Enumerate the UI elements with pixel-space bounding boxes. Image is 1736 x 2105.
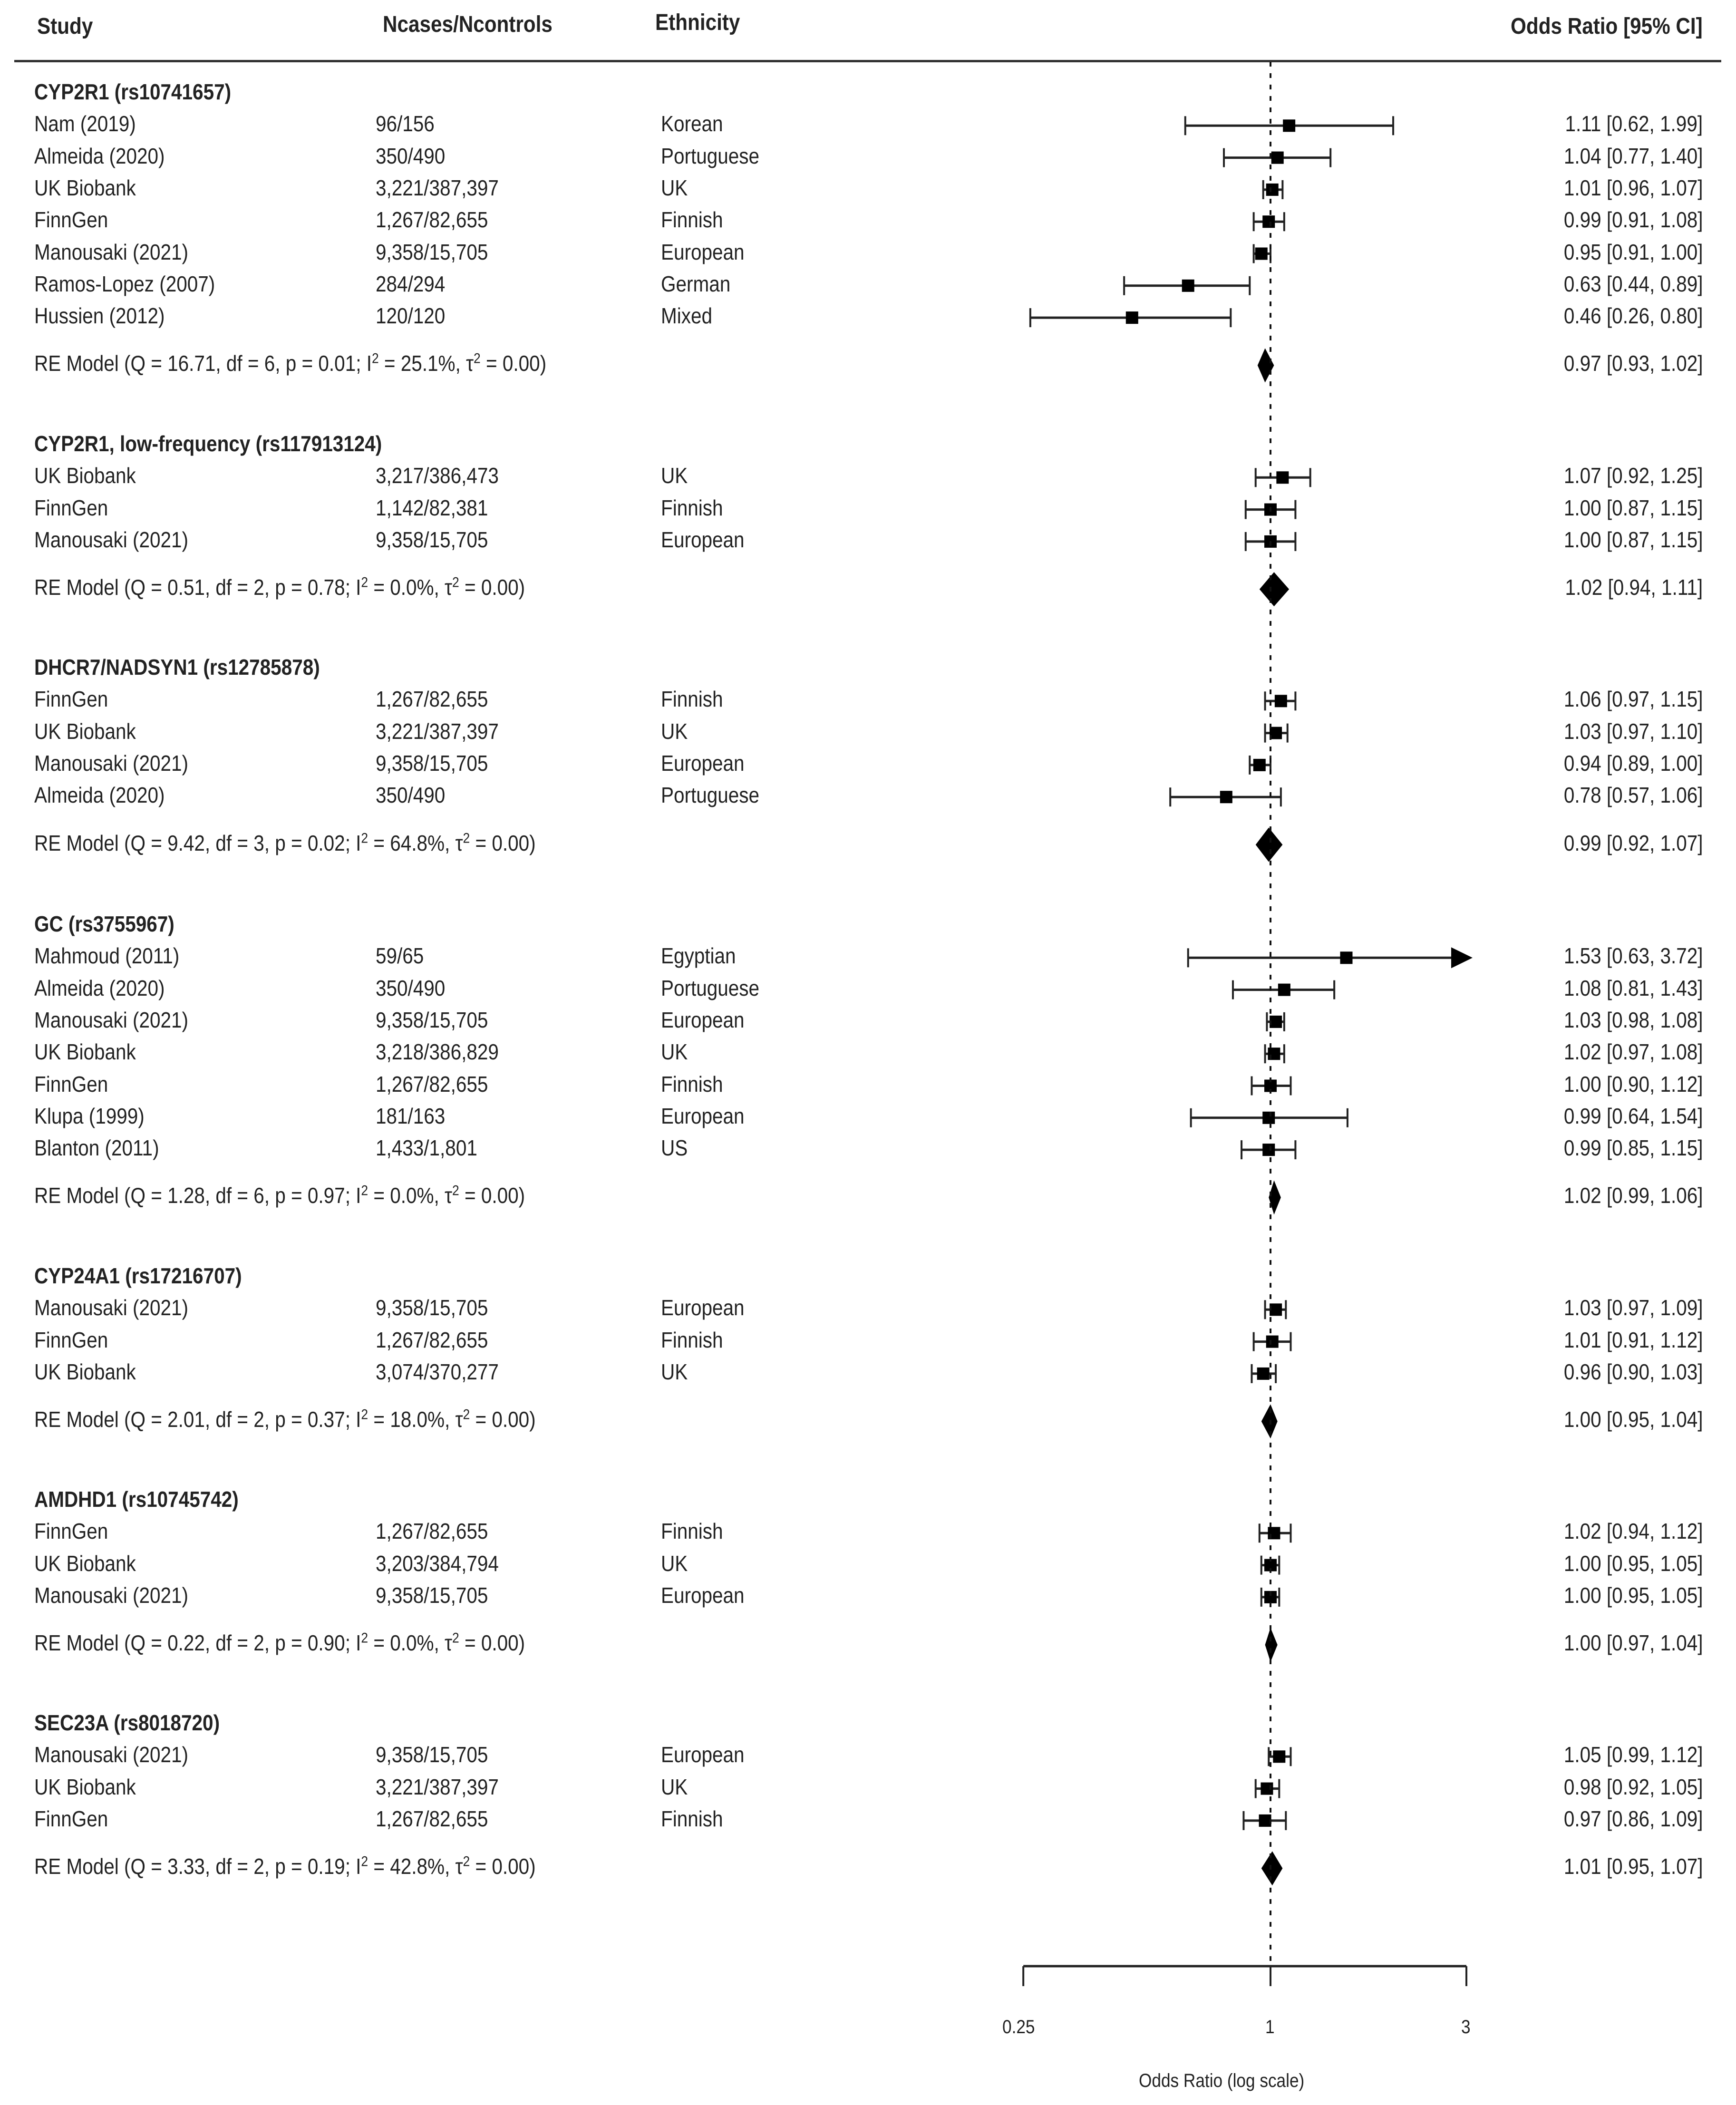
re-model-summary: RE Model (Q = 1.28, df = 6, p = 0.97; $I^2 = 0.0\%$, $\tau^2 = 0.00$) (34, 1183, 525, 1208)
or-ci-text: 1.03 [0.98, 1.08] (1563, 1007, 1703, 1032)
sample-size: 9,358/15,705 (376, 1295, 488, 1320)
ethnicity: Portuguese (661, 975, 760, 1000)
study-estimate (1263, 180, 1283, 199)
or-ci-text: 0.98 [0.92, 1.05] (1563, 1774, 1703, 1799)
or-ci-text: 0.46 [0.26, 0.80] (1563, 303, 1703, 329)
ethnicity: UK (661, 463, 688, 488)
sample-size: 350/490 (376, 975, 446, 1000)
study-estimate (1224, 148, 1330, 167)
or-ci-text: 1.00 [0.87, 1.15] (1563, 527, 1703, 552)
or-ci-text: 1.53 [0.63, 3.72] (1563, 943, 1703, 969)
study-estimate (1256, 468, 1310, 487)
or-ci-text: 1.04 [0.77, 1.40] (1563, 143, 1703, 168)
or-ci-text: 1.01 [0.96, 1.07] (1563, 175, 1703, 200)
or-ci-text: 1.05 [0.99, 1.12] (1563, 1742, 1703, 1767)
ethnicity: Finnish (661, 687, 723, 712)
or-ci-text: 0.78 [0.57, 1.06] (1563, 783, 1703, 808)
or-ci-text: 1.08 [0.81, 1.43] (1563, 975, 1703, 1000)
or-ci-text: 1.11 [0.62, 1.99] (1565, 111, 1703, 136)
study-name: UK Biobank (34, 463, 136, 488)
study-name: UK Biobank (34, 1774, 136, 1799)
ethnicity: European (661, 1582, 745, 1608)
study-name: FinnGen (34, 1071, 108, 1096)
study-name: FinnGen (34, 495, 108, 520)
sample-size: 1,267/82,655 (376, 687, 488, 712)
or-ci-text: 0.99 [0.91, 1.08] (1563, 207, 1703, 233)
sample-size: 1,142/82,381 (376, 495, 488, 520)
sample-size: 96/156 (376, 111, 435, 136)
re-model-summary: RE Model (Q = 9.42, df = 3, p = 0.02; $I^2 = 64.8\%$, $\tau^2 = 0.00$) (34, 830, 536, 855)
ethnicity: UK (661, 175, 688, 200)
ethnicity: European (661, 527, 745, 552)
x-axis-title: Odds Ratio (log scale) (1139, 2070, 1305, 2091)
section-title: SEC23A (rs8018720) (34, 1710, 220, 1735)
re-model-summary: RE Model (Q = 16.71, df = 6, p = 0.01; $I^2 = 25.1\%$, $\tau^2 = 0.00$) (34, 351, 547, 376)
study-name: Nam (2019) (34, 111, 136, 136)
section-title: CYP2R1, low-frequency (rs117913124) (34, 431, 382, 456)
study-name: UK Biobank (34, 175, 136, 200)
study-name: Ramos-Lopez (2007) (34, 271, 215, 296)
section-title: CYP24A1 (rs17216707) (34, 1263, 242, 1288)
study-estimate (1185, 116, 1393, 135)
study-name: Manousaki (2021) (34, 1582, 189, 1608)
study-name: UK Biobank (34, 718, 136, 744)
study-estimate (1265, 724, 1288, 743)
ethnicity: Korean (661, 111, 723, 136)
or-ci-text: 1.00 [0.90, 1.12] (1563, 1071, 1703, 1096)
sample-size: 1,433/1,801 (376, 1135, 477, 1161)
x-axis-tick-label: 3 (1461, 2017, 1471, 2037)
col-header-ncases-ncontrols: Ncases/Ncontrols (383, 12, 553, 37)
pooled-diamond-icon (1261, 1404, 1278, 1438)
pooled-or-ci-text: 1.00 [0.95, 1.04] (1563, 1407, 1703, 1432)
pooled-diamond-icon (1269, 1180, 1281, 1214)
sample-size: 120/120 (376, 303, 446, 329)
ethnicity: Finnish (661, 1327, 723, 1352)
pooled-or-ci-text: 1.02 [0.99, 1.06] (1563, 1183, 1703, 1208)
study-name: FinnGen (34, 1327, 108, 1352)
ethnicity: European (661, 1007, 745, 1032)
sample-size: 181/163 (376, 1103, 446, 1128)
study-name: Klupa (1999) (34, 1103, 145, 1128)
sample-size: 350/490 (376, 783, 446, 808)
study-estimate (1030, 308, 1231, 327)
sample-size: 9,358/15,705 (376, 1582, 488, 1608)
ethnicity: UK (661, 1774, 688, 1799)
pooled-diamond-icon (1261, 1851, 1283, 1885)
re-model-summary: RE Model (Q = 0.51, df = 2, p = 0.78; $I^2 = 0.0\%$, $\tau^2 = 0.00$) (34, 574, 525, 600)
study-name: Almeida (2020) (34, 143, 165, 168)
study-estimate (1124, 276, 1250, 295)
study-name: Almeida (2020) (34, 975, 165, 1000)
study-name: Almeida (2020) (34, 783, 165, 808)
study-estimate (1241, 1140, 1295, 1159)
study-name: Manousaki (2021) (34, 1007, 189, 1032)
sample-size: 9,358/15,705 (376, 1007, 488, 1032)
study-name: Manousaki (2021) (34, 1295, 189, 1320)
sample-size: 350/490 (376, 143, 446, 168)
ethnicity: Finnish (661, 1519, 723, 1544)
study-name: Manousaki (2021) (34, 750, 189, 776)
ethnicity: Finnish (661, 495, 723, 520)
sample-size: 9,358/15,705 (376, 750, 488, 776)
or-ci-text: 0.63 [0.44, 0.89] (1563, 271, 1703, 296)
study-estimate (1267, 1012, 1284, 1031)
section-title: AMDHD1 (rs10745742) (34, 1487, 239, 1512)
or-ci-text: 0.97 [0.86, 1.09] (1563, 1806, 1703, 1831)
or-ci-text: 0.95 [0.91, 1.00] (1563, 239, 1703, 264)
sample-size: 3,218/386,829 (376, 1039, 499, 1065)
or-ci-text: 1.01 [0.91, 1.12] (1563, 1327, 1703, 1352)
ethnicity: US (661, 1135, 688, 1161)
sample-size: 3,221/387,397 (376, 1774, 499, 1799)
sample-size: 1,267/82,655 (376, 1071, 488, 1096)
ethnicity: Finnish (661, 1806, 723, 1831)
ethnicity: German (661, 271, 731, 296)
study-estimate (1254, 244, 1270, 263)
sample-size: 3,221/387,397 (376, 718, 499, 744)
study-name: Hussien (2012) (34, 303, 165, 329)
or-ci-text: 1.00 [0.95, 1.05] (1563, 1582, 1703, 1608)
pooled-diamond-icon (1258, 348, 1274, 382)
sample-size: 1,267/82,655 (376, 1519, 488, 1544)
or-ci-text: 1.02 [0.97, 1.08] (1563, 1039, 1703, 1065)
study-estimate (1251, 1364, 1276, 1383)
study-estimate (1233, 980, 1334, 999)
ethnicity: Finnish (661, 207, 723, 233)
ethnicity: Egyptian (661, 943, 736, 969)
study-name: Manousaki (2021) (34, 239, 189, 264)
pooled-diamond-icon (1265, 1628, 1278, 1662)
re-model-summary: RE Model (Q = 0.22, df = 2, p = 0.90; $I^2 = 0.0\%$, $\tau^2 = 0.00$) (34, 1630, 525, 1656)
section-title: CYP2R1 (rs10741657) (34, 79, 232, 104)
or-ci-text: 1.00 [0.87, 1.15] (1563, 495, 1703, 520)
ethnicity: Mixed (661, 303, 712, 329)
x-axis-tick-label: 0.25 (1002, 2017, 1035, 2037)
study-estimate (1191, 1108, 1348, 1127)
pooled-or-ci-text: 1.00 [0.97, 1.04] (1563, 1630, 1703, 1656)
or-ci-text: 1.02 [0.94, 1.12] (1563, 1519, 1703, 1544)
study-name: FinnGen (34, 687, 108, 712)
or-ci-text: 1.07 [0.92, 1.25] (1563, 463, 1703, 488)
or-ci-text: 1.03 [0.97, 1.09] (1563, 1295, 1703, 1320)
or-ci-text: 0.94 [0.89, 1.00] (1563, 750, 1703, 776)
study-name: Manousaki (2021) (34, 1742, 189, 1767)
ethnicity: UK (661, 718, 688, 744)
study-name: Blanton (2011) (34, 1135, 159, 1161)
x-axis-tick-label: 1 (1265, 2017, 1275, 2037)
or-ci-text: 1.00 [0.95, 1.05] (1563, 1551, 1703, 1576)
study-estimate (1170, 787, 1281, 806)
sample-size: 1,267/82,655 (376, 1806, 488, 1831)
col-header-study: Study (37, 14, 93, 39)
sample-size: 3,203/384,794 (376, 1551, 499, 1576)
ethnicity: Finnish (661, 1071, 723, 1096)
sample-size: 3,221/387,397 (376, 175, 499, 200)
ethnicity: European (661, 239, 745, 264)
study-name: FinnGen (34, 207, 108, 233)
study-estimate (1256, 1779, 1280, 1798)
ethnicity: UK (661, 1039, 688, 1065)
study-estimate (1265, 1044, 1284, 1063)
ethnicity: European (661, 1295, 745, 1320)
or-ci-text: 1.03 [0.97, 1.10] (1563, 718, 1703, 744)
study-name: UK Biobank (34, 1551, 136, 1576)
study-estimate (1269, 1747, 1290, 1766)
sample-size: 1,267/82,655 (376, 1327, 488, 1352)
or-ci-text: 0.96 [0.90, 1.03] (1563, 1359, 1703, 1384)
study-name: FinnGen (34, 1519, 108, 1544)
study-name: UK Biobank (34, 1039, 136, 1065)
sample-size: 59/65 (376, 943, 424, 969)
study-name: Manousaki (2021) (34, 527, 189, 552)
ethnicity: Portuguese (661, 783, 760, 808)
or-ci-text: 0.99 [0.85, 1.15] (1563, 1135, 1703, 1161)
col-header-odds-ratio: Odds Ratio [95% CI] (1511, 14, 1703, 39)
sample-size: 3,074/370,277 (376, 1359, 499, 1384)
study-estimate (1254, 1332, 1291, 1351)
study-estimate (1250, 756, 1270, 775)
study-name: FinnGen (34, 1806, 108, 1831)
pooled-diamond-icon (1256, 828, 1283, 862)
study-name: Mahmoud (2011) (34, 943, 180, 969)
sample-size: 9,358/15,705 (376, 527, 488, 552)
ethnicity: European (661, 750, 745, 776)
re-model-summary: RE Model (Q = 3.33, df = 2, p = 0.19; $I^2 = 42.8\%$, $\tau^2 = 0.00$) (34, 1853, 536, 1879)
or-ci-text: 1.06 [0.97, 1.15] (1563, 687, 1703, 712)
section-title: GC (rs3755967) (34, 912, 175, 936)
pooled-or-ci-text: 0.97 [0.93, 1.02] (1563, 351, 1703, 376)
col-header-ethnicity: Ethnicity (655, 10, 740, 35)
study-estimate (1188, 947, 1473, 968)
re-model-summary: RE Model (Q = 2.01, df = 2, p = 0.37; $I^2 = 18.0\%$, $\tau^2 = 0.00$) (34, 1407, 536, 1432)
section-title: DHCR7/NADSYN1 (rs12785878) (34, 655, 320, 679)
pooled-diamond-icon (1260, 572, 1289, 606)
sample-size: 3,217/386,473 (376, 463, 499, 488)
study-estimate (1265, 1300, 1286, 1319)
sample-size: 1,267/82,655 (376, 207, 488, 233)
pooled-or-ci-text: 1.02 [0.94, 1.11] (1565, 575, 1703, 600)
pooled-or-ci-text: 0.99 [0.92, 1.07] (1563, 830, 1703, 855)
ethnicity: UK (661, 1551, 688, 1576)
sample-size: 284/294 (376, 271, 446, 296)
sample-size: 9,358/15,705 (376, 239, 488, 264)
study-estimate (1260, 1523, 1291, 1542)
ethnicity: European (661, 1742, 745, 1767)
study-name: UK Biobank (34, 1359, 136, 1384)
or-ci-text: 0.99 [0.64, 1.54] (1563, 1103, 1703, 1128)
ethnicity: UK (661, 1359, 688, 1384)
arrow-icon (1451, 947, 1473, 968)
ethnicity: European (661, 1103, 745, 1128)
ethnicity: Portuguese (661, 143, 760, 168)
study-estimate (1254, 212, 1284, 231)
sample-size: 9,358/15,705 (376, 1742, 488, 1767)
study-estimate (1243, 1811, 1286, 1830)
pooled-or-ci-text: 1.01 [0.95, 1.07] (1563, 1854, 1703, 1879)
